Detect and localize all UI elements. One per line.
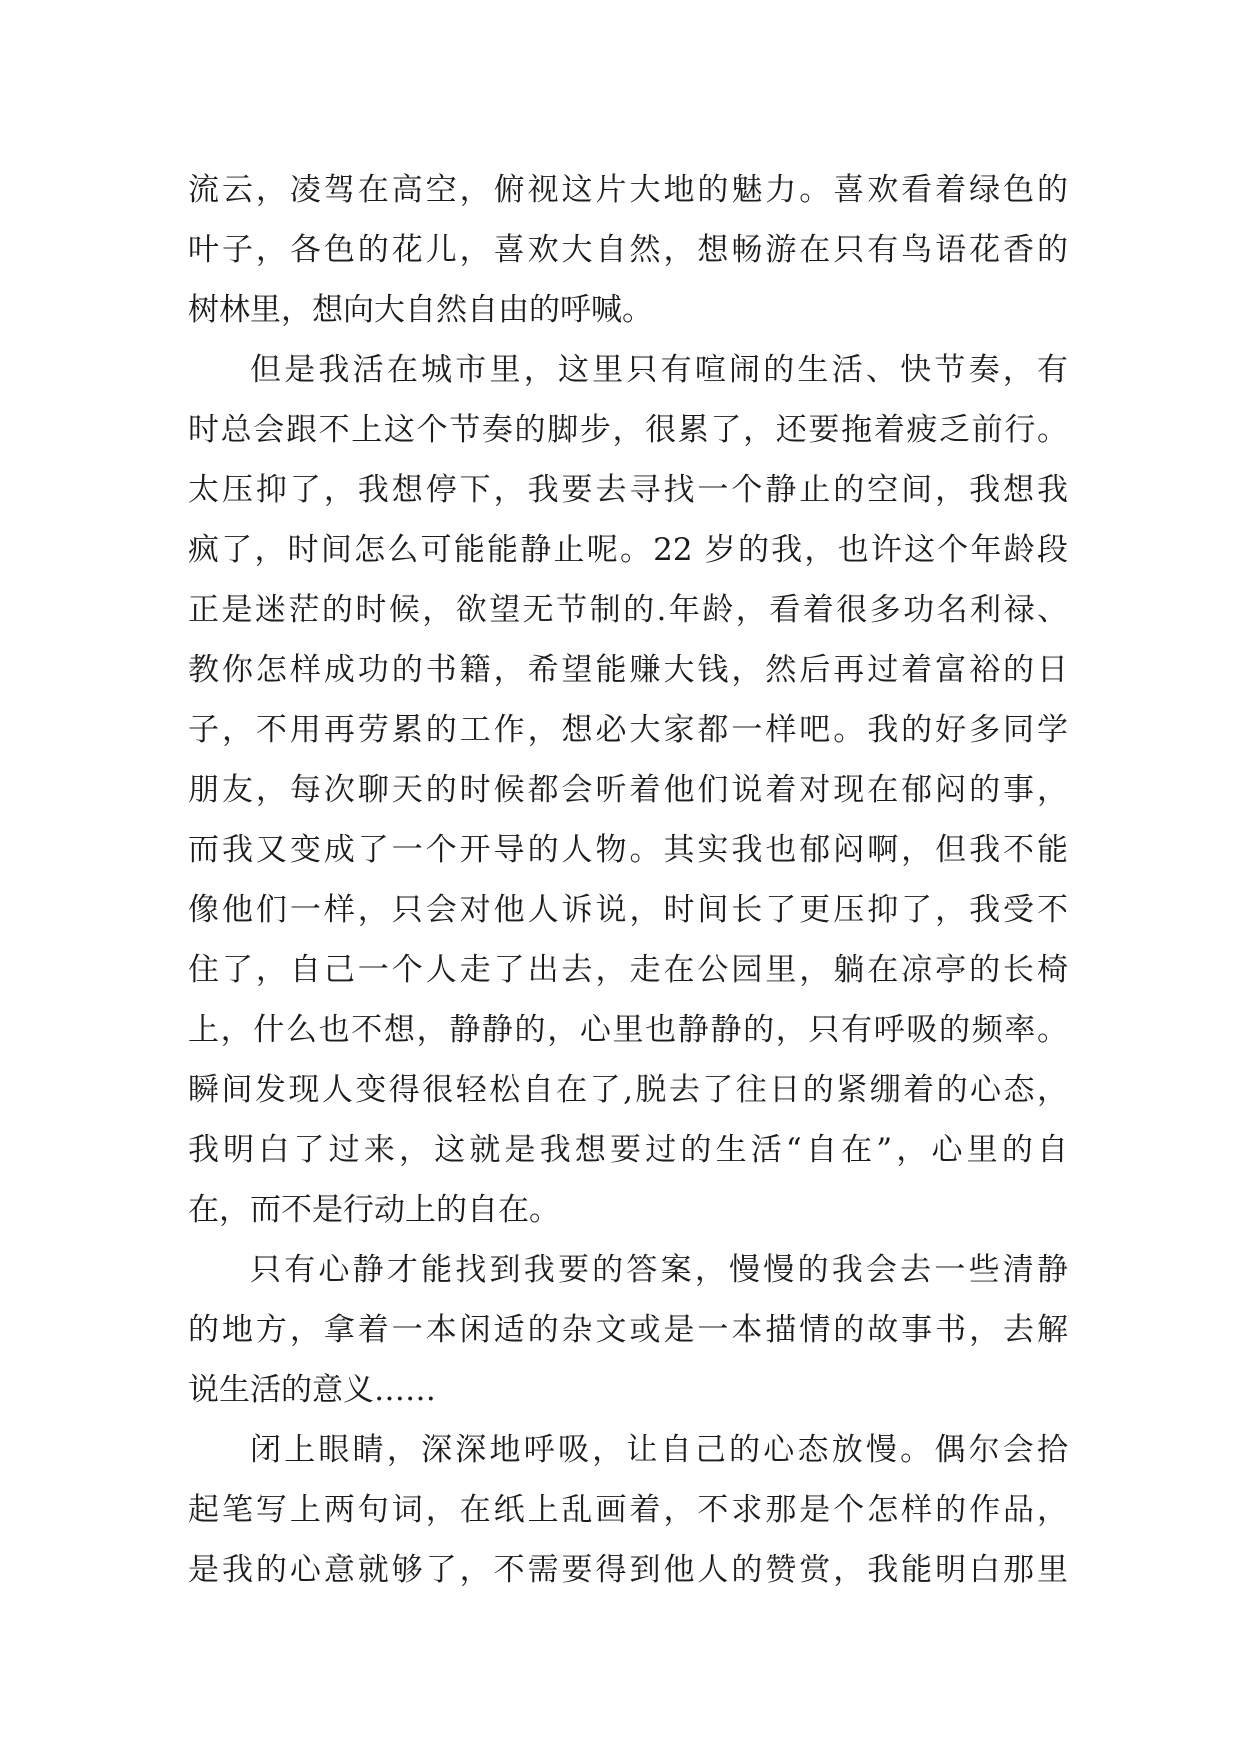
text-line: 上，什么也不想，静静的，心里也静静的，只有呼吸的频率。 — [188, 1012, 1068, 1048]
text-line: 住了，自己一个人走了出去，走在公园里，躺在凉亭的长椅 — [188, 952, 1068, 988]
text-line: 我明白了过来，这就是我想要过的生活“自在”，心里的自 — [188, 1132, 1068, 1168]
text-line: 是我的心意就够了，不需要得到他人的赞赏，我能明白那里 — [188, 1552, 1068, 1588]
text-line: 正是迷茫的时候，欲望无节制的.年龄，看着很多功名利禄、 — [188, 592, 1068, 628]
text-line: 疯了，时间怎么可能能静止呢。22 岁的我，也许这个年龄段 — [188, 532, 1068, 568]
text-line: 叶子，各色的花儿，喜欢大自然，想畅游在只有鸟语花香的 — [188, 232, 1068, 268]
text-line: 在，而不是行动上的自在。 — [188, 1192, 560, 1228]
text-line: 的地方，拿着一本闲适的杂文或是一本描情的故事书，去解 — [188, 1312, 1068, 1348]
text-line: 太压抑了，我想停下，我要去寻找一个静止的空间，我想我 — [188, 472, 1068, 508]
text-line: 子，不用再劳累的工作，想必大家都一样吧。我的好多同学 — [188, 712, 1068, 748]
text-line: 而我又变成了一个开导的人物。其实我也郁闷啊，但我不能 — [188, 832, 1068, 868]
text-line: 起笔写上两句词，在纸上乱画着，不求那是个怎样的作品， — [188, 1492, 1068, 1528]
paragraph-first-line: 只有心静才能找到我要的答案，慢慢的我会去一些清静 — [250, 1252, 1068, 1288]
text-line: 流云，凌驾在高空，俯视这片大地的魅力。喜欢看着绿色的 — [188, 172, 1068, 208]
text-line: 时总会跟不上这个节奏的脚步，很累了，还要拖着疲乏前行。 — [188, 412, 1068, 448]
text-line: 瞬间发现人变得很轻松自在了,脱去了往日的紧绷着的心态， — [188, 1072, 1068, 1108]
text-line: 说生活的意义…… — [188, 1372, 436, 1408]
paragraph-first-line: 闭上眼睛，深深地呼吸，让自己的心态放慢。偶尔会拾 — [250, 1432, 1068, 1468]
paragraph-first-line: 但是我活在城市里，这里只有喧闹的生活、快节奏，有 — [250, 352, 1068, 388]
body-text — [188, 160, 1068, 1600]
text-line: 朋友，每次聊天的时候都会听着他们说着对现在郁闷的事， — [188, 772, 1068, 808]
text-line: 树林里，想向大自然自由的呼喊。 — [188, 292, 653, 328]
text-line: 教你怎样成功的书籍，希望能赚大钱，然后再过着富裕的日 — [188, 652, 1068, 688]
text-line: 像他们一样，只会对他人诉说，时间长了更压抑了，我受不 — [188, 892, 1068, 928]
